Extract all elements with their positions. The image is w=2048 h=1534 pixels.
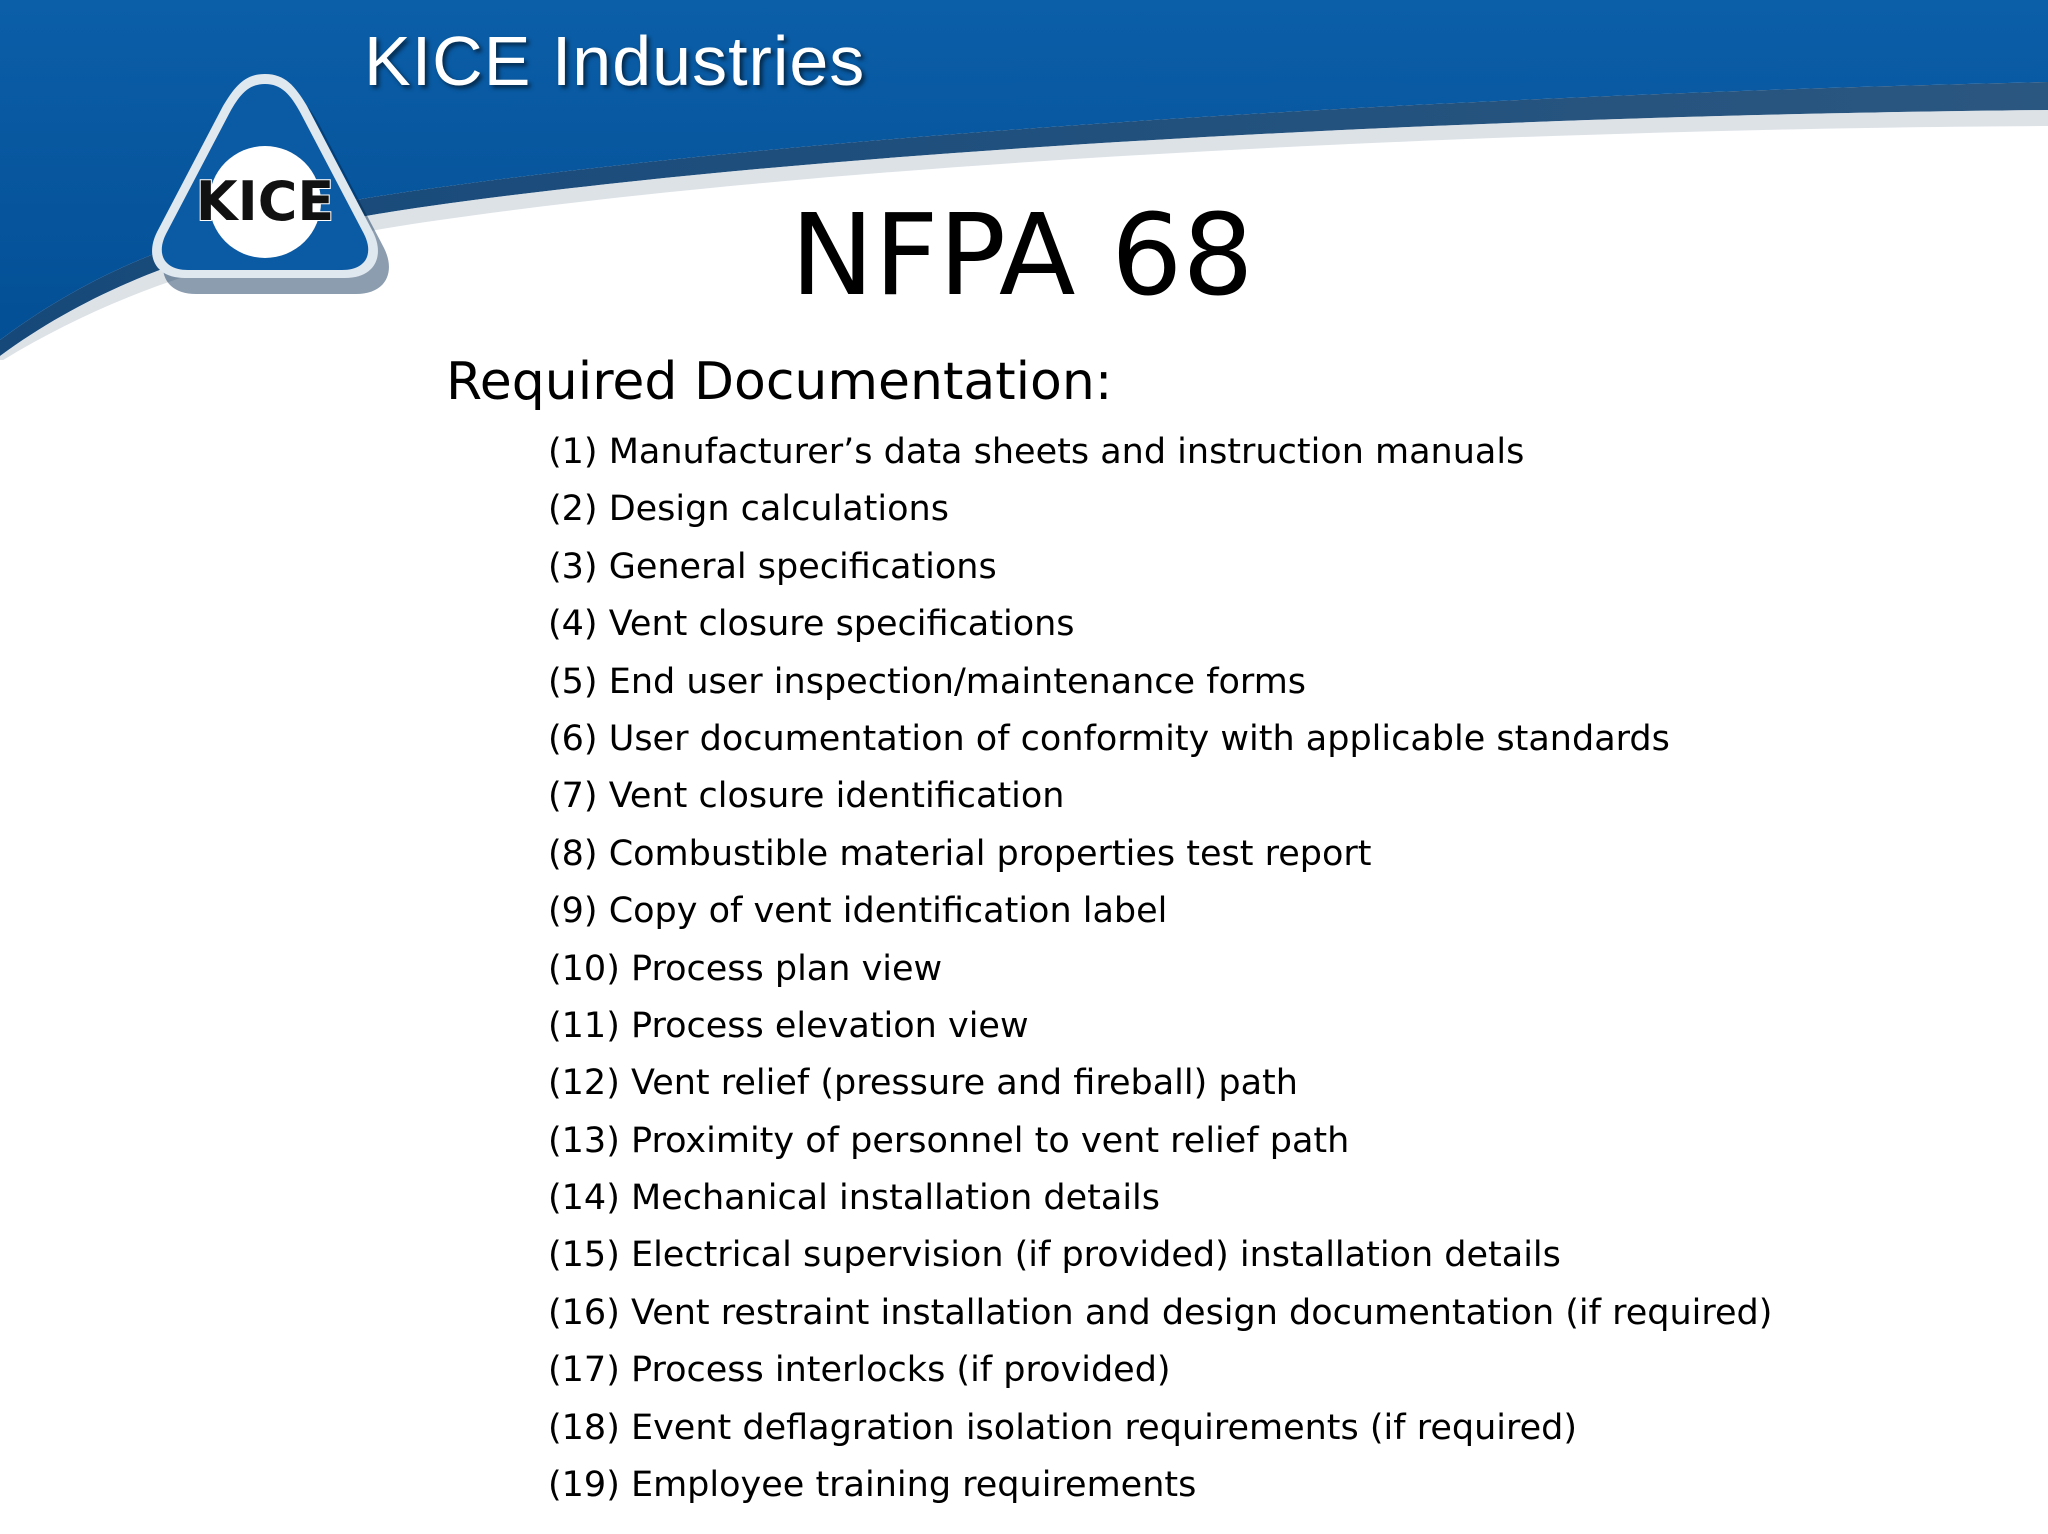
list-item: (14) Mechanical installation details [548, 1178, 1161, 1219]
list-item: (3) General specifications [548, 546, 997, 587]
list-item: (8) Combustible material properties test report [548, 833, 1372, 874]
list-item: (7) Vent closure identification [548, 776, 1065, 817]
list-item: (11) Process elevation view [548, 1005, 1029, 1046]
list-item: (1) Manufacturer’s data sheets and instruction manuals [548, 432, 1525, 472]
company-name: KICE Industries [364, 22, 866, 100]
list-item: (10) Process plan view [548, 948, 943, 989]
documentation-list [548, 424, 1772, 1514]
list-item: (2) Design calculations [548, 489, 949, 530]
list-item: (4) Vent closure specifications [548, 604, 1075, 645]
slide-title [0, 191, 2048, 321]
list-item: (18) Event deflagration isolation requirements (if required) [548, 1407, 1577, 1448]
list-item: (19) Employee training requirements [548, 1465, 1197, 1506]
logo-lettering: KICE [195, 170, 335, 233]
list-item: (17) Process interlocks (if provided) [548, 1350, 1171, 1391]
list-item: (15) Electrical supervision (if provided) installation details [548, 1235, 1561, 1276]
list-item: (6) User documentation of conformity with applicable standards [548, 718, 1670, 759]
list-item: (5) End user inspection/maintenance forms [548, 661, 1307, 702]
list-item: (9) Copy of vent identification label [548, 891, 1168, 932]
slide-title-text: NFPA 68 [790, 191, 1254, 321]
list-item: (12) Vent relief (pressure and fireball) path [548, 1063, 1298, 1104]
list-item: (13) Proximity of personnel to vent relief path [548, 1120, 1350, 1161]
section-heading: Required Documentation: [446, 352, 1113, 412]
list-item: (16) Vent restraint installation and design documentation (if required) [548, 1292, 1773, 1333]
